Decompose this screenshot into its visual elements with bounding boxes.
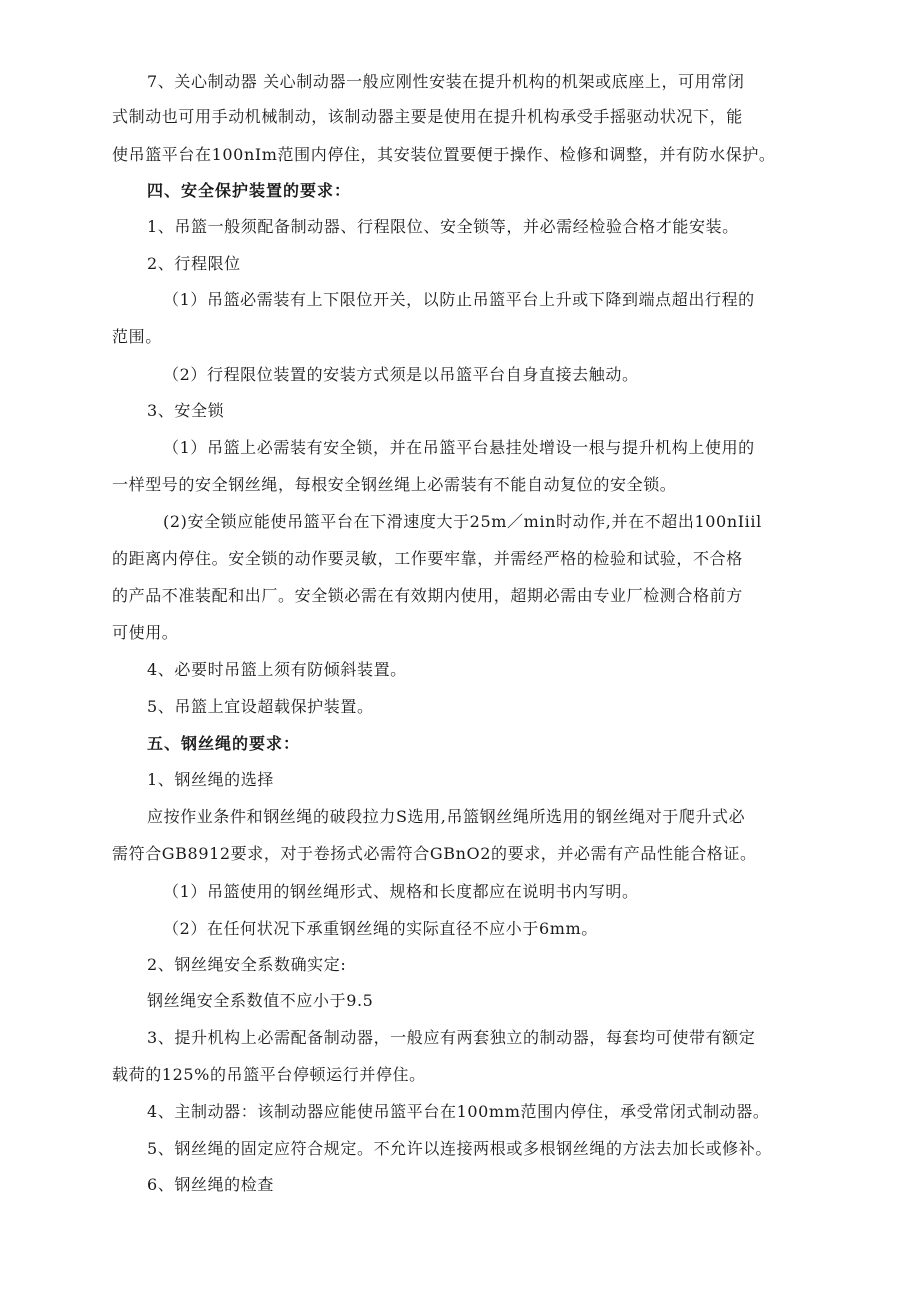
section-4-item-1: 1、吊篮一般须配备制动器、行程限位、安全锁等，并必需经检验合格才能安装。 (147, 217, 739, 236)
section-5-item-1-sub-1: （1）吊篮使用的钢丝绳形式、规格和长度都应在说明书内写明。 (163, 882, 639, 901)
section-4-item-4: 4、必要时吊篮上须有防倾斜装置。 (147, 660, 407, 679)
section-4-item-2-sub-1-line-1: （1）吊篮必需装有上下限位开关，以防止吊篮平台上升或下降到端点超出行程的 (163, 290, 755, 309)
section-4-item-2-sub-1-line-2: 范围。 (112, 327, 162, 346)
section-5-item-1-para-line-1: 应按作业条件和钢丝绳的破段拉力S选用,吊篮钢丝绳所选用的钢丝绳对于爬升式必 (147, 807, 746, 826)
section-4-item-3-sub-2-line-3: 的产品不准装配和出厂。安全锁必需在有效期内使用，超期必需由专业厂检测合格前方 (112, 586, 743, 605)
section-4-item-2-title: 2、行程限位 (147, 254, 241, 273)
section-4-item-3-sub-1-line-1: （1）吊篮上必需装有安全锁，并在吊篮平台悬挂处增设一根与提升机构上使用的 (163, 438, 755, 457)
section-5-item-3-line-1: 3、提升机构上必需配备制动器，一般应有两套独立的制动器，每套均可使带有额定 (147, 1028, 756, 1047)
section-5-item-1-para-line-2: 需符合GB8912要求，对于卷扬式必需符合GBnO2的要求，并必需有产品性能合格证。 (112, 844, 757, 863)
section-5-item-3-line-2: 载荷的125%的吊篮平台停顿运行并停住。 (112, 1065, 426, 1084)
paragraph-7-line-3: 使吊篮平台在100nIm范围内停住，其安装位置要便于操作、检修和调整，并有防水保护。 (112, 145, 776, 164)
section-5-item-4: 4、主制动器：该制动器应能使吊篮平台在100mm范围内停住，承受常闭式制动器。 (147, 1102, 770, 1121)
section-5-heading: 五、钢丝绳的要求： (147, 734, 301, 753)
section-4-item-2-sub-2: （2）行程限位装置的安装方式须是以吊篮平台自身直接去触动。 (163, 365, 639, 384)
section-5-item-1-title: 1、钢丝绳的选择 (147, 770, 274, 789)
section-4-item-3-sub-2-line-1: (2)安全锁应能使吊篮平台在下滑速度大于25m／min时动作,并在不超出100nIiil (163, 512, 762, 531)
paragraph-7-line-2: 式制动也可用手动机械制动，该制动器主要是使用在提升机构承受手摇驱动状况下，能 (112, 107, 743, 126)
section-5-item-6: 6、钢丝绳的检查 (147, 1175, 274, 1194)
section-4-item-3-sub-2-line-2: 的距离内停住。安全锁的动作要灵敏，工作要牢靠，并需经严格的检验和试验，不合格 (112, 549, 743, 568)
section-4-item-3-sub-1-line-2: 一样型号的安全钢丝绳，每根安全钢丝绳上必需装有不能自动复位的安全锁。 (112, 475, 677, 494)
section-4-item-5: 5、吊篮上宜设超载保护装置。 (147, 697, 374, 716)
section-5-item-2-title: 2、钢丝绳安全系数确实定: (147, 955, 347, 974)
section-5-item-2-para: 钢丝绳安全系数值不应小于9.5 (147, 991, 374, 1010)
section-4-item-3-sub-2-line-4: 可使用。 (112, 623, 179, 642)
section-5-item-5: 5、钢丝绳的固定应符合规定。不允许以连接两根或多根钢丝绳的方法去加长或修补。 (147, 1139, 772, 1158)
section-4-item-3-title: 3、安全锁 (147, 401, 225, 420)
paragraph-7-line-1: 7、关心制动器 关心制动器一般应刚性安装在提升机构的机架或底座上，可用常闭 (147, 72, 745, 91)
section-5-item-1-sub-2: （2）在任何状况下承重钢丝绳的实际直径不应小于6mm。 (163, 919, 598, 938)
section-4-heading: 四、安全保护装置的要求： (147, 181, 352, 200)
